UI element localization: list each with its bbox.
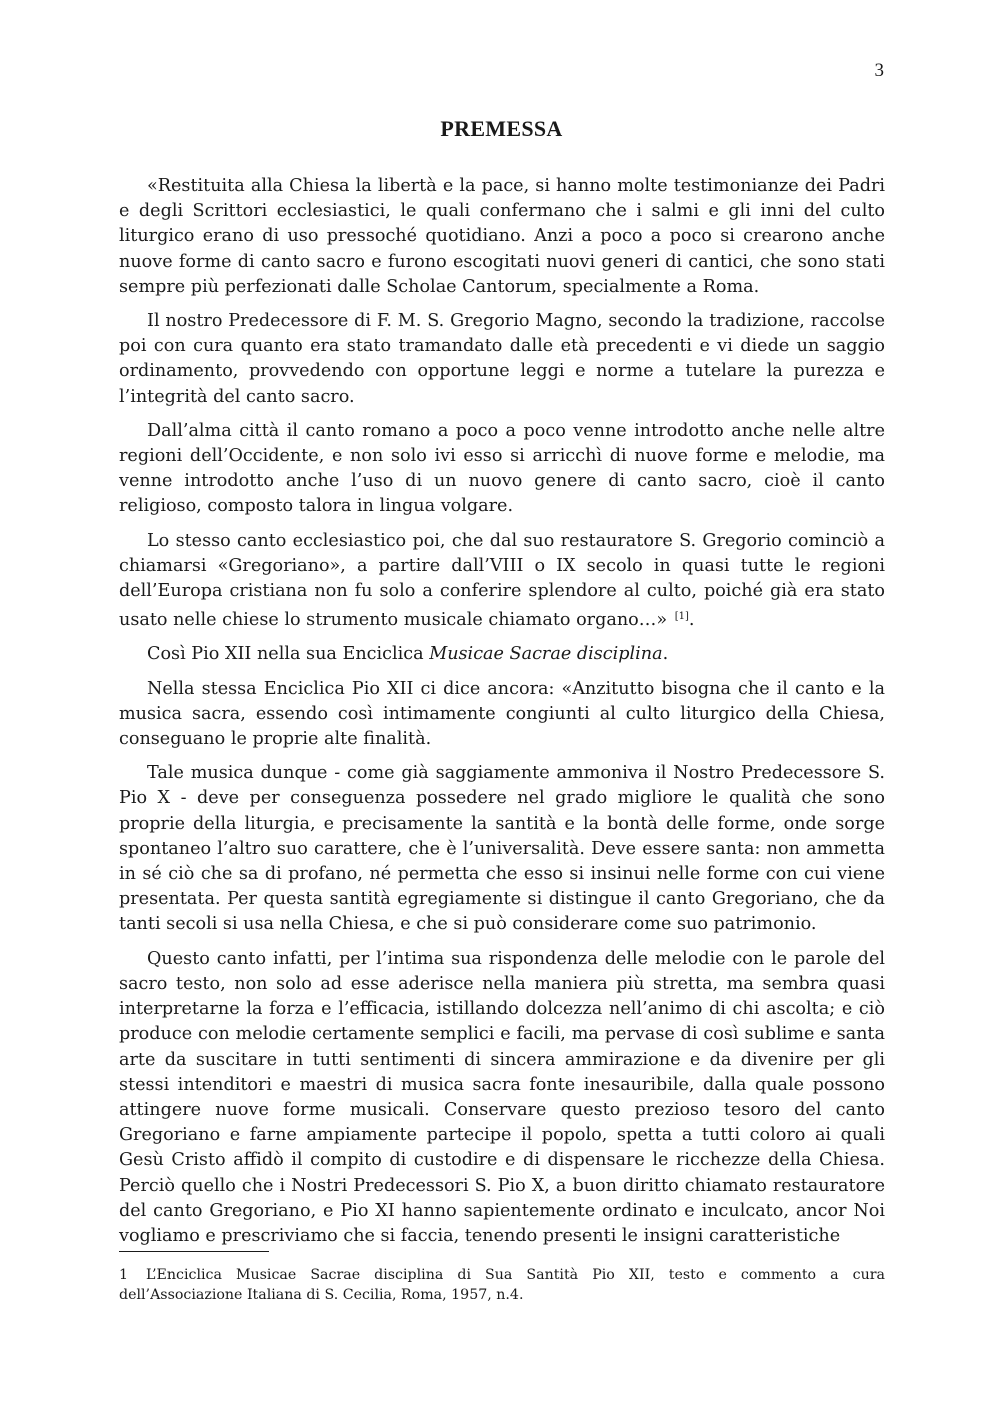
paragraph-7: Tale musica dunque - come già saggiamente ammoniva il Nostro Predecessore S. Pio X - deve per conseguenza possedere nel grado migliore le qualità che sono proprie della liturgia, e precisamente la santità e la bontà delle forme, onde sorge spontaneo l’altro suo carattere, che è l’universalità. Deve essere santa: non ammetta in sé ciò che sa di profano, né permetta che esso si insinui nelle forme con cui viene presentata. Per questa santità egregiamente si distingue il canto Gregoriano, che da tanti secoli si usa nella Chiesa, e che si può considerare come suo patrimonio.: [119, 763, 885, 935]
paragraph-6: Nella stessa Enciclica Pio XII ci dice ancora: «Anzitutto bisogna che il canto e la musica sacra, essendo così intimamente congiunti al culto liturgico della Chiesa, conseguano le proprie alte finalità.: [119, 678, 885, 750]
paragraph-1: «Restituita alla Chiesa la libertà e la pace, si hanno molte testimonianze dei Padri e degli Scrittori ecclesiastici, le quali confermano che i salmi e gli inni del culto liturgico erano di uso pressoché quotidiano. Anzi a poco a poco si crearono anche nuove forme di canto sacro e furono escogitati nuovi generi di cantici, che sono stati sempre più perfezionati dalle Scholae Cantorum, specialmente a Roma.: [119, 176, 885, 297]
page-number: 3: [874, 60, 884, 81]
page-title: PREMESSA: [440, 116, 563, 141]
paragraph-4: [119, 529, 885, 634]
paragraph-3: Dall’alma città il canto romano a poco a poco venne introdotto anche nelle altre regioni dell’Occidente, e non solo ivi esso si arricchì di nuove forme e melodie, ma venne introdotto anche l’uso di un nuovo genere di canto sacro, cioè il canto religioso, composto talora in lingua volgare.: [119, 420, 885, 517]
body-text: [119, 174, 885, 1249]
encyclical-title: Musicae Sacrae disciplina: [429, 644, 663, 665]
footnote-text: L’Enciclica Musicae Sacrae disciplina di Sua Santità Pio XII, testo e commento a cura dell’Associazione Italiana di S. Cecilia, Roma, 1957, n.4.: [119, 1267, 885, 1303]
footnote-divider: [119, 1251, 269, 1252]
footnote-number: 1: [119, 1267, 129, 1283]
paragraph-2: Il nostro Predecessore di F. M. S. Gregorio Magno, secondo la tradizione, raccolse poi con cura quanto era stato tramandato dalle età precedenti e vi diede un saggio ordinamento, provvedendo con opportune leggi e norme a tutelare la purezza e l’integrità del canto sacro.: [119, 311, 885, 407]
paragraph-5: [119, 642, 885, 667]
paragraph-4-end: .: [688, 610, 695, 631]
footnote-reference[interactable]: [1]: [674, 611, 689, 623]
paragraph-5-text: Così Pio XII nella sua Enciclica: [147, 644, 430, 665]
paragraph-4-text: Lo stesso canto ecclesiastico poi, che dal suo restauratore S. Gregorio cominciò a chiamarsi «Gregoriano», a partire dall’VIII o IX secolo in quasi tutte le regioni dell’Europa cristiana non fu solo a conferire splendore al culto, poiché già era stato usato nelle chiese lo strumento musicale chiamato organo…»: [119, 530, 885, 631]
paragraph-8: Questo canto infatti, per l’intima sua rispondenza delle melodie con le parole del sacro testo, non solo ad esse aderisce nella maniera più stretta, ma sembra quasi interpretarne la forza e l’efficacia, istillando dolcezza nell’animo di chi ascolta; e ciò produce con melodie certamente semplici e facili, ma pervase di così sublime e santa arte da suscitare in tutti sentimenti di sincera ammirazione e da divenire per gli stessi intenditori e maestri di musica sacra fonte inesauribile, dalla quale possono attingere nuove forme musicali. Conservare questo prezioso tesoro del canto Gregoriano e farne ampiamente partecipe il popolo, spetta a tutti coloro ai quali Gesù Cristo affidò il compito di custodire e di dispensare le ricchezze della Chiesa. Perciò quello che i Nostri Predecessori S. Pio X, a buon diritto chiamato restauratore del canto Gregoriano, e Pio XI hanno sapientemente ordinato e inculcato, ancor Noi vogliamo e prescriviamo che si faccia, tenendo presenti le insigni caratteristiche: [119, 948, 885, 1246]
paragraph-5-end: .: [662, 644, 669, 665]
footnote: [119, 1265, 885, 1305]
